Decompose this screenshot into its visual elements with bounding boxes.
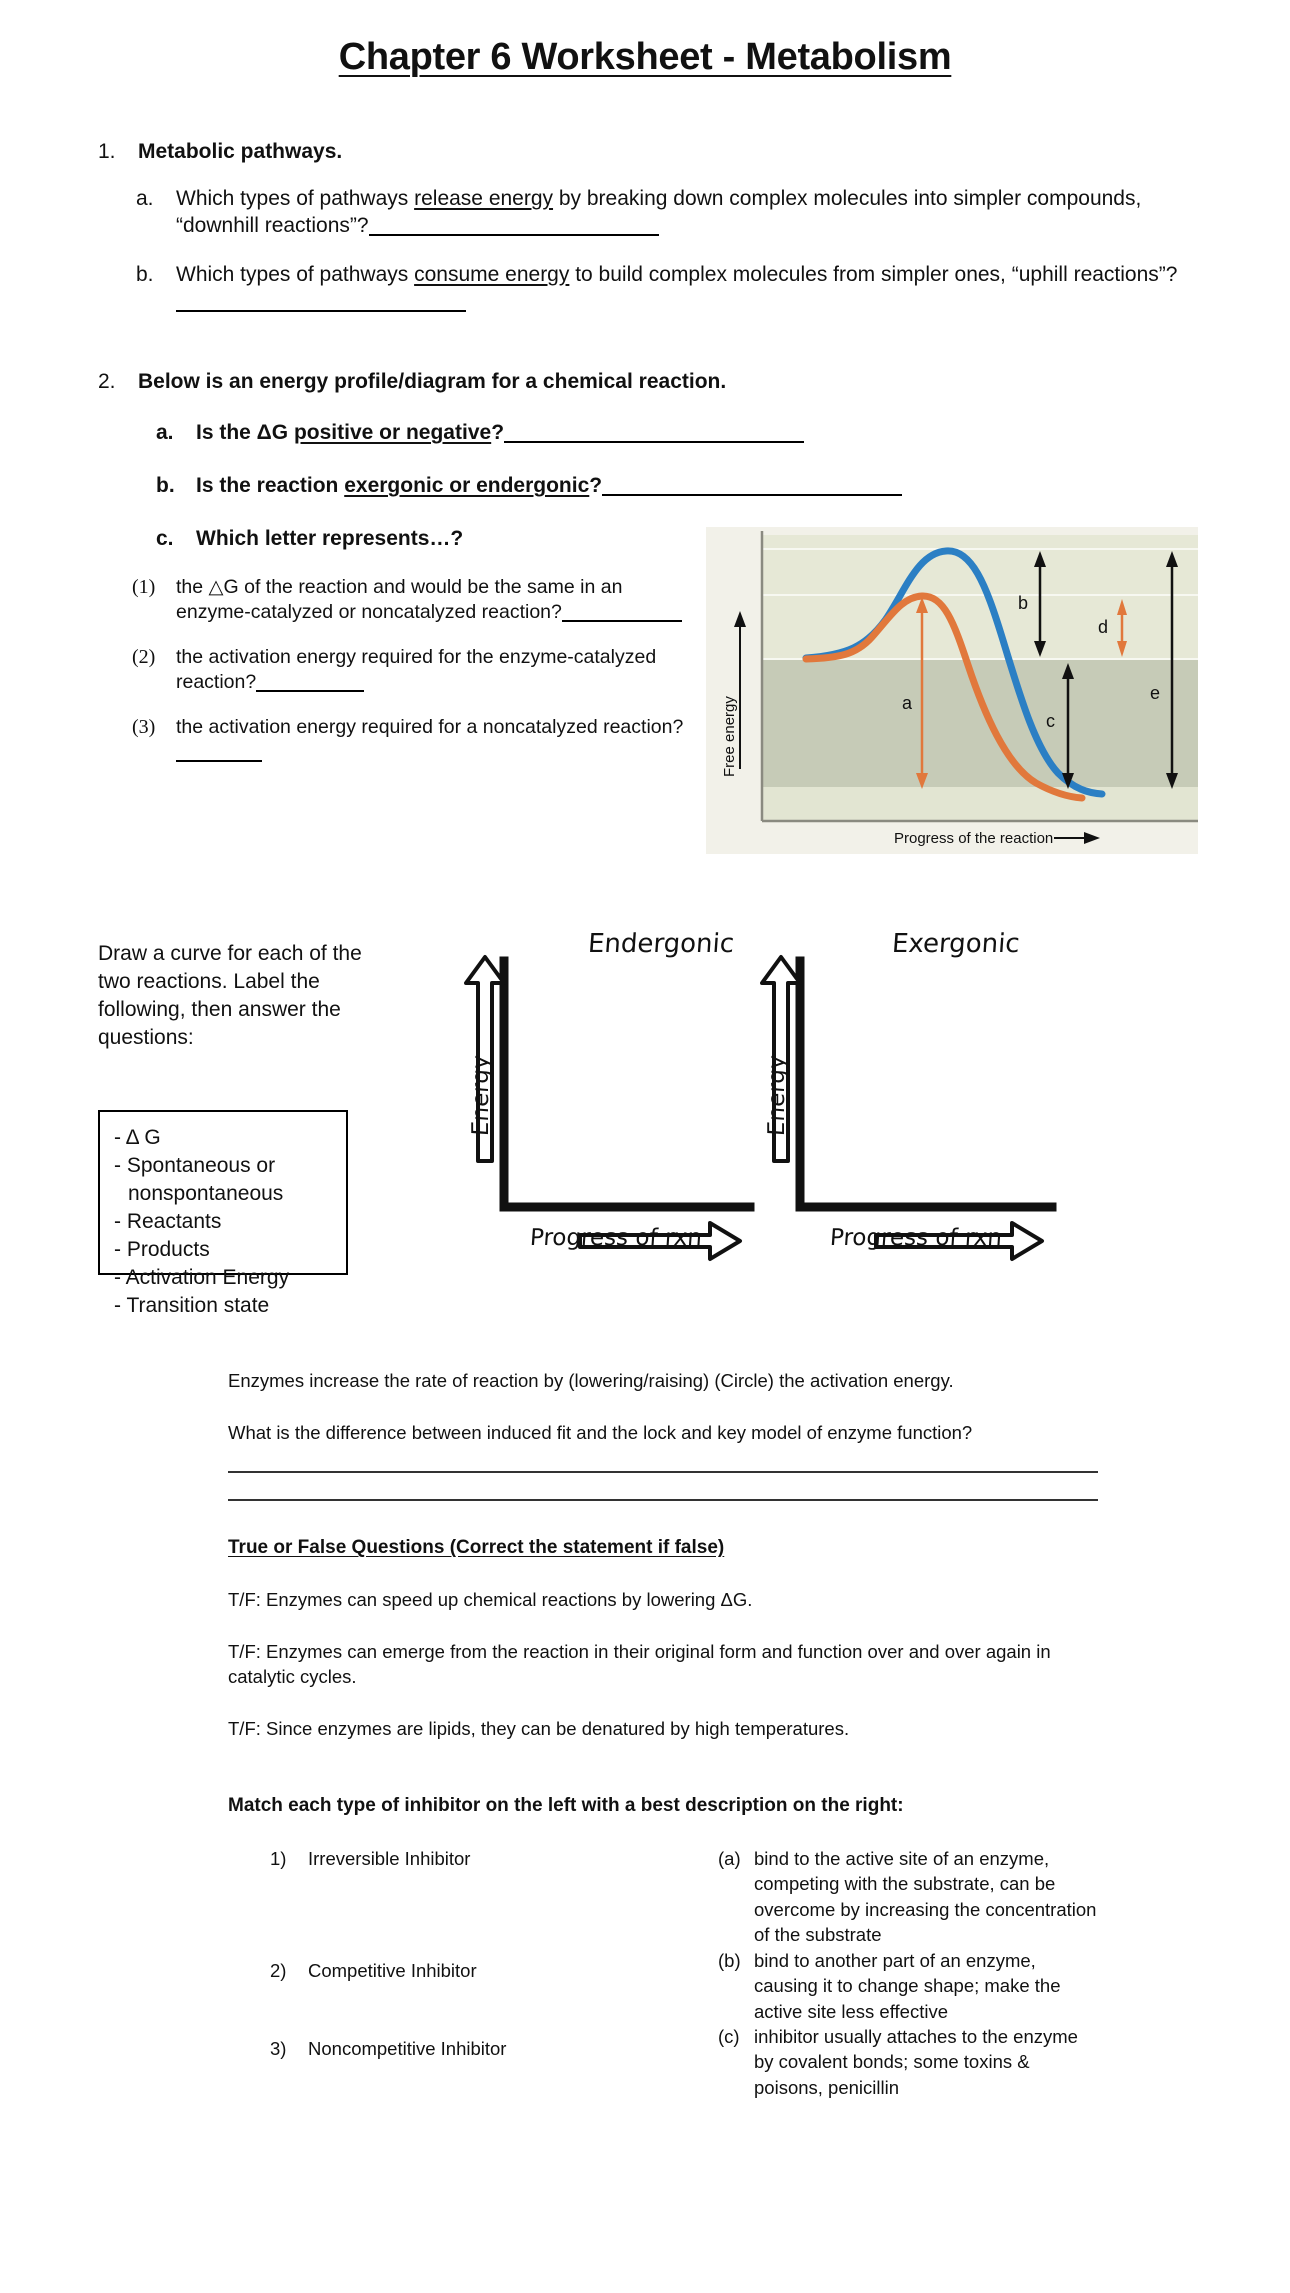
label-list-item: - Activation Energy xyxy=(114,1265,290,1289)
label-list-box xyxy=(98,1110,348,1317)
annotation-d-label: d xyxy=(1098,617,1109,637)
energy-profile-figure xyxy=(706,527,1198,854)
question-1a-text: Which types of pathways release energy by breaking down complex molecules into simpler compounds, “downhill reactions”? xyxy=(176,187,1142,237)
induced-fit-question: What is the difference between induced fit and the lock and key model of enzyme function? xyxy=(228,1421,973,1443)
endergonic-graph-title: Endergonic xyxy=(586,929,736,959)
matching-left-lead: 2) xyxy=(270,1959,287,1981)
matching-right-text: bind to another part of an enzyme, causing it to change shape; make the active site less effective xyxy=(754,1949,1061,2022)
matching-left-item[interactable] xyxy=(270,2036,506,2062)
section2-heading: Below is an energy profile/diagram for a chemical reaction. xyxy=(138,370,727,393)
section1-heading: Metabolic pathways. xyxy=(138,140,343,163)
question-1a xyxy=(136,186,1208,240)
matching-block xyxy=(228,1842,1098,2102)
true-false-item: T/F: Enzymes can speed up chemical reactions by lowering ΔG. xyxy=(228,1589,753,1611)
question-2c-3 xyxy=(132,715,692,765)
true-false-item: T/F: Since enzymes are lipids, they can be denatured by high temperatures. xyxy=(228,1717,850,1739)
section1-heading-row xyxy=(98,140,1208,164)
label-list-item: - Δ G xyxy=(114,1126,161,1149)
exergonic-graph-title: Exergonic xyxy=(890,929,1021,959)
section2-number: 2. xyxy=(98,370,116,393)
question-2a-text: Is the ΔG positive or negative? xyxy=(196,420,804,447)
matching-right-text: inhibitor usually attaches to the enzyme by covalent bonds; some toxins & poisons, penicillin xyxy=(754,2025,1078,2098)
label-list-item: - Spontaneous or xyxy=(114,1153,276,1177)
question-1a-lead: a. xyxy=(136,187,154,210)
matching-left-text: Competitive Inhibitor xyxy=(308,1959,477,1981)
question-2a-lead: a. xyxy=(156,421,174,444)
question-1b-text: Which types of pathways consume energy to build complex molecules from simpler ones, “uphill reactions”? xyxy=(176,262,1208,316)
draw-instructions: Draw a curve for each of the two reactions. Label the following, then answer the questions: xyxy=(98,942,362,1049)
question-2c-1 xyxy=(132,575,692,625)
section1-number: 1. xyxy=(98,140,116,163)
matching-right-lead: (b) xyxy=(718,1949,741,1971)
matching-right-lead: (a) xyxy=(718,1847,741,1869)
label-list-item: - Transition state xyxy=(114,1293,270,1317)
answer-blank-2b[interactable] xyxy=(602,494,902,496)
true-false-heading: True or False Questions (Correct the statement if false) xyxy=(228,1537,725,1559)
section2-heading-row xyxy=(98,370,1258,394)
matching-right-item[interactable] xyxy=(718,2024,1098,2101)
question-2c-2-lead: (2) xyxy=(132,645,156,668)
question-2b xyxy=(156,473,1258,500)
question-2c-text: Which letter represents…? xyxy=(196,526,464,550)
exergonic-graph xyxy=(716,905,1096,1255)
matching-left-item[interactable] xyxy=(270,1846,470,1872)
question-2c-3-text: the activation energy required for a noncatalyzed reaction? xyxy=(176,715,692,765)
question-2c-2 xyxy=(132,645,692,695)
question-1b-underlined: consume energy xyxy=(414,262,570,286)
question-2a xyxy=(156,420,1258,447)
matching-left-text: Noncompetitive Inhibitor xyxy=(308,2037,507,2059)
question-1b-lead: b. xyxy=(136,262,154,286)
question-2b-underlined: exergonic or endergonic xyxy=(344,473,590,497)
answer-blank-2c2[interactable] xyxy=(256,690,364,692)
answer-blank-1b[interactable] xyxy=(176,310,466,312)
section2c-subquestions xyxy=(132,575,692,785)
exergonic-y-label: Energy xyxy=(764,1054,790,1137)
question-1b xyxy=(136,262,1208,316)
matching-right-lead: (c) xyxy=(718,2025,740,2047)
annotation-c-label: c xyxy=(1046,711,1055,731)
x-axis-label: Progress of the reaction xyxy=(894,830,1054,847)
question-2c-3-lead: (3) xyxy=(132,715,156,738)
question-2c-2-text: the activation energy required for the enzyme-catalyzed reaction? xyxy=(176,645,657,693)
matching-left-lead: 1) xyxy=(270,1847,287,1869)
answer-blank-2c1[interactable] xyxy=(562,620,682,622)
answer-blank-2c3[interactable] xyxy=(176,760,262,762)
answer-line-2[interactable] xyxy=(228,1499,1098,1501)
section-metabolic-pathways xyxy=(98,140,1208,338)
annotation-a-label: a xyxy=(902,693,913,713)
label-list-item: nonspontaneous xyxy=(128,1181,284,1205)
answer-line-1[interactable] xyxy=(228,1471,1098,1473)
question-2b-lead: b. xyxy=(156,473,175,497)
energy-profile-chart xyxy=(706,527,1198,854)
answer-blank-2a[interactable] xyxy=(504,441,804,443)
answer-blank-1a[interactable] xyxy=(369,234,659,236)
enzyme-rate-question: Enzymes increase the rate of reaction by (lowering/raising) (Circle) the activation energy. xyxy=(228,1370,954,1391)
exergonic-x-label: Progress of rxn xyxy=(829,1225,1003,1251)
page-title: Chapter 6 Worksheet - Metabolism xyxy=(338,36,952,78)
matching-left-item[interactable] xyxy=(270,1958,477,1984)
annotation-b-label: b xyxy=(1018,593,1029,613)
endergonic-y-label: Energy xyxy=(468,1054,494,1137)
question-2a-underlined: positive or negative xyxy=(293,421,492,444)
true-false-item: T/F: Enzymes can emerge from the reaction in their original form and function over and over again in catalytic cycles. xyxy=(228,1640,1051,1688)
label-list-item: - Products xyxy=(114,1237,210,1261)
matching-right-item[interactable] xyxy=(718,1846,1098,1948)
matching-heading: Match each type of inhibitor on the left with a best description on the right: xyxy=(228,1795,904,1817)
matching-left-text: Irreversible Inhibitor xyxy=(308,1847,471,1869)
question-2b-text: Is the reaction exergonic or endergonic? xyxy=(196,473,902,500)
question-1a-underlined: release energy xyxy=(414,187,554,210)
question-2c-1-text: the △G of the reaction and would be the same in an enzyme-catalyzed or noncatalyzed reaction? xyxy=(176,575,692,625)
annotation-e-label: e xyxy=(1150,683,1161,703)
question-2c-lead: c. xyxy=(156,526,174,550)
matching-right-item[interactable] xyxy=(718,1948,1098,2025)
question-2c-1-lead: (1) xyxy=(132,576,156,598)
y-axis-label: Free energy xyxy=(721,696,738,777)
matching-right-text: bind to the active site of an enzyme, competing with the substrate, can be overcome by increasing the concentration of the substrate xyxy=(754,1847,1097,1946)
endergonic-x-label: Progress of rxn xyxy=(529,1225,703,1251)
label-list-item: - Reactants xyxy=(114,1209,222,1233)
matching-left-lead: 3) xyxy=(270,2037,287,2059)
enzyme-section xyxy=(228,1368,1098,2102)
